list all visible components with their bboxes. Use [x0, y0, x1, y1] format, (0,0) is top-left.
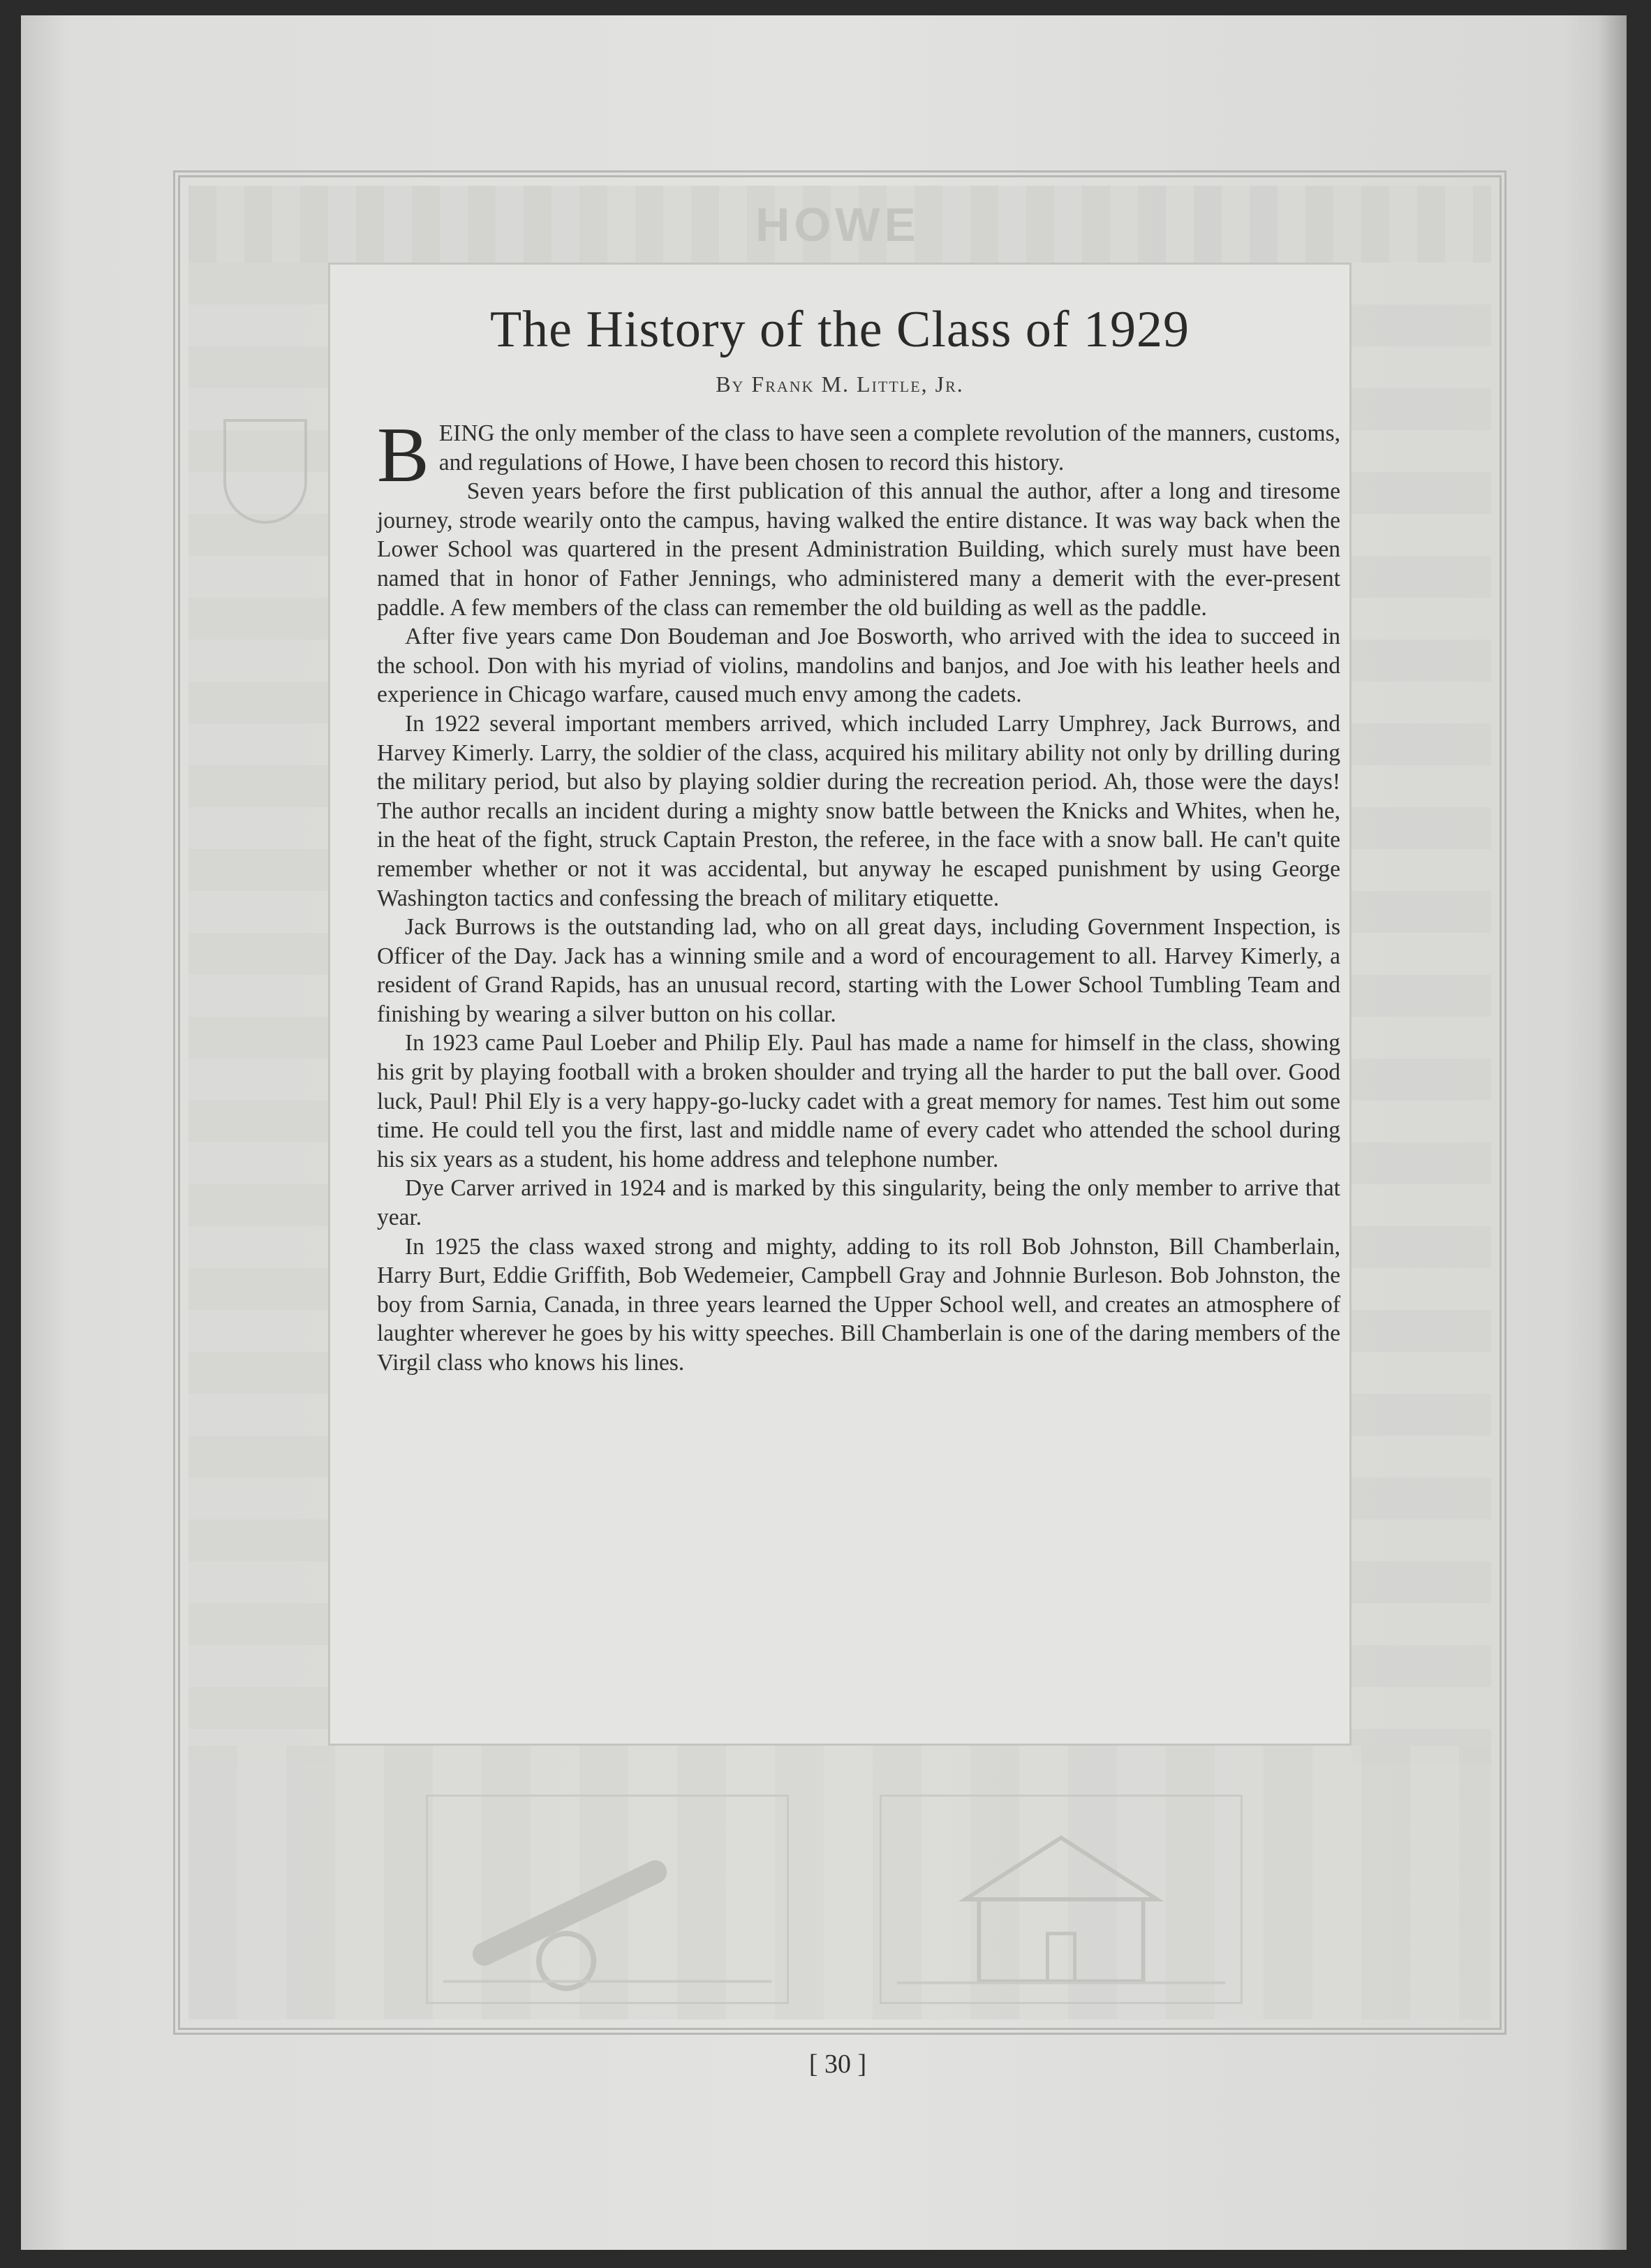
building-icon	[882, 1797, 1241, 2002]
crest-icon	[223, 419, 307, 524]
cannon-illustration	[426, 1795, 789, 2004]
article-body	[377, 412, 1340, 1378]
paragraph-7: Dye Carver arrived in 1924 and is marked by this singularity, being the only member to arrive that year.	[377, 1175, 1340, 1231]
page-edge-shadow	[1599, 15, 1627, 2250]
paragraph-5: Jack Burrows is the outstanding lad, who on all great days, including Government Inspection, is Officer of the Day. Jack has a winning smile and a word of encouragement to all. Harvey Kimerly, a resident of Grand Rapids, has an unusual record, starting with the Lower School Tumbling Team and finishing by wearing a silver button on his collar.	[377, 914, 1340, 1027]
page-number: [ 30 ]	[808, 2049, 867, 2079]
frame-right-ornament	[1352, 263, 1491, 1764]
paragraph-2: Seven years before the first publication of this annual the author, after a long and tiresome journey, strode wearily onto the campus, having walked the entire distance. It was way back when the Lower School was quartered in the present Administration Building, which surely must have been named that in honor of Father Jennings, who administered many a demerit with the ever-present paddle. A few members of the class can remember the old building as well as the paddle.	[377, 478, 1340, 621]
paragraph-6: In 1923 came Paul Loeber and Philip Ely. Paul has made a name for himself in the class, showing his grit by playing football with a broken shoulder and trying all the harder to put the ball over. Good luck, Paul! Phil Ely is a very happy-go-lucky cadet with a great memory for names. Test him out some time. He could tell you the first, last and middle name of every cadet who attended the school during his six years as a student, his home address and telephone number.	[377, 1030, 1340, 1172]
paragraph-1	[377, 412, 1340, 499]
paragraph-8: In 1925 the class waxed strong and mighty, adding to its roll Bob Johnston, Bill Chamberlain, Harry Burt, Eddie Griffith, Bob Wedemeier, Campbell Gray and Johnnie Burleson. Bob Johnston, the boy from Sarnia, Canada, in three years learned the Upper School well, and creates an atmosphere of laughter wherever he goes by his witty speeches. Bill Chamberlain is one of the daring members of the Virgil class who knows his lines.	[377, 1233, 1340, 1376]
frame-bottom-ornament	[188, 1746, 1491, 2019]
building-illustration	[880, 1795, 1243, 2004]
frame-label-howe: HOWE	[755, 198, 920, 251]
cannon-icon	[428, 1797, 787, 2002]
paragraph-3: After five years came Don Boudeman and Joe Bosworth, who arrived with the idea to succeed in the school. Don with his myriad of violins, mandolins and banjos, and Joe with his leather heels and experience in Chicago warfare, caused much envy among the cadets.	[377, 624, 1340, 708]
page-title: The History of the Class of 1929	[489, 301, 1190, 358]
paragraph-4: In 1922 several important members arrived, which included Larry Umphrey, Jack Burrows, and Harvey Kimerly. Larry, the soldier of the class, acquired his military ability not only by drilling during the military period, but also by playing soldier during the recreation period. Ah, those were the days! The author recalls an incident during a mighty snow battle between the Knicks and Whites, when he, in the heat of the fight, struck Captain Preston, the referee, in the face with a snow ball. He can't quite remember whether or not it was accidental, but anyway he escaped punishment by using George Washington tactics and confessing the breach of military etiquette.	[377, 710, 1340, 911]
paragraph-1-text: EING the only member of the class to have seen a complete revolution of the manners, customs, and regulations of Howe, I have been chosen to record this history.	[438, 420, 1340, 476]
drop-cap: B	[377, 412, 429, 499]
author-byline: By Frank M. Little, Jr.	[716, 371, 964, 397]
